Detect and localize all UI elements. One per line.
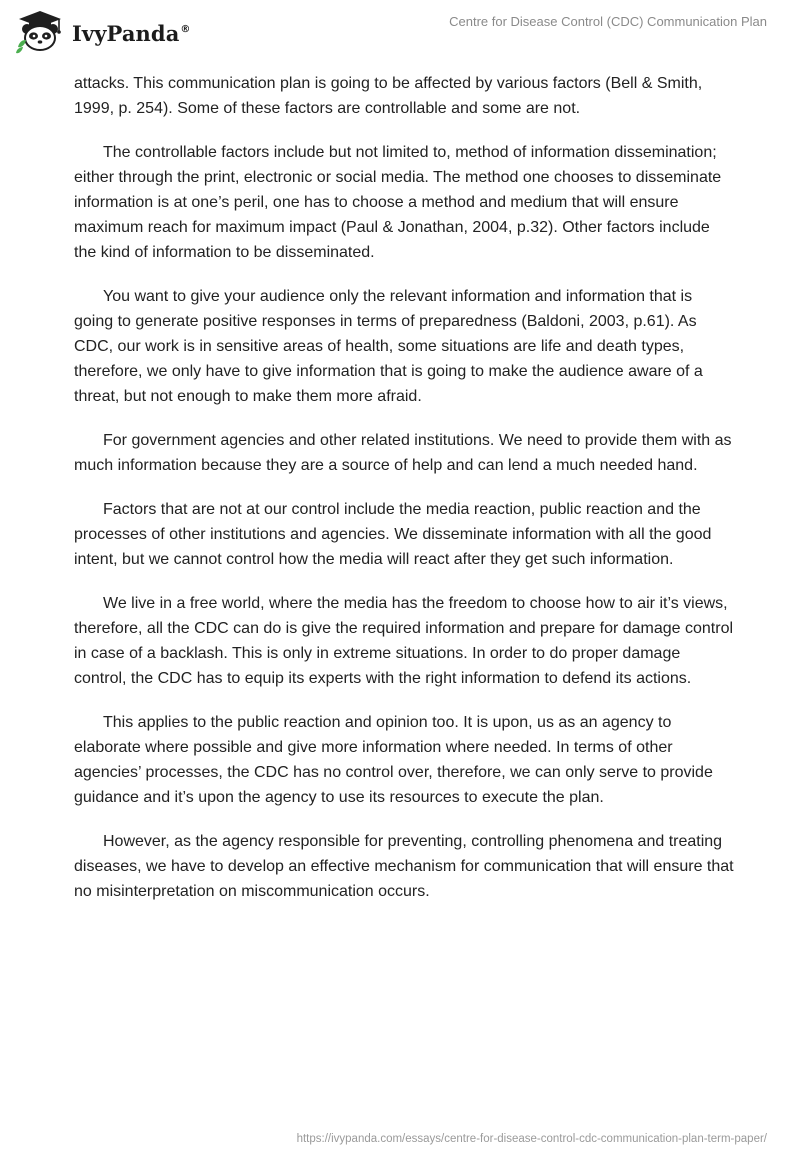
paragraph-5: Factors that are not at our control include the media reaction, public reaction and the processes of other institutions and agencies. We disseminate information with all the good intent, but we cannot control how the media will react after they get such information.: [74, 501, 712, 568]
paragraph-1: attacks. This communication plan is going to be affected by various factors (Bell & Smith, 1999, p. 254). Some of these factors are controllable and some are not.: [74, 75, 703, 117]
page-header: [0, 0, 800, 70]
brand-name: IvyPanda®: [72, 20, 191, 46]
paragraph-7: This applies to the public reaction and opinion too. It is upon, us as an agency to elaborate where possible and give more information where needed. In terms of other agencies’ processes, the CDC has no control over, therefore, we can only serve to provide guidance and it’s upon the agency to use its resources to execute the plan.: [74, 714, 713, 806]
paragraph-4: For government agencies and other related institutions. We need to provide them with as much information because they are a source of help and can lend a much needed hand.: [74, 432, 732, 474]
document-title: Centre for Disease Control (CDC) Communication Plan: [449, 14, 767, 29]
paragraph-8: However, as the agency responsible for preventing, controlling phenomena and treating diseases, we have to develop an effective mechanism for communication that will ensure that no misinterpretation on miscommunication occurs.: [74, 833, 734, 900]
panda-graduate-icon: [14, 9, 66, 55]
essay-body: [74, 71, 734, 923]
source-url[interactable]: https://ivypanda.com/essays/centre-for-disease-control-cdc-communication-plan-term-paper/: [296, 1133, 767, 1145]
paragraph-6: We live in a free world, where the media has the freedom to choose how to air it’s views, therefore, all the CDC can do is give the required information and prepare for damage control in case of a backlash. This is only in extreme situations. In order to do proper damage control, the CDC has to equip its experts with the right information to defend its actions.: [74, 595, 734, 687]
paragraph-3: You want to give your audience only the relevant information and information that is going to generate positive responses in terms of preparedness (Baldoni, 2003, p.61). As CDC, our work is in sensitive areas of health, some situations are life and death types, therefore, we only have to give information that is going to make the audience aware of a threat, but not enough to make them more afraid.: [74, 288, 703, 405]
paragraph-2: The controllable factors include but not limited to, method of information dissemination; either through the print, electronic or social media. The method one chooses to disseminate information is at one’s peril, one has to choose a method and medium that will ensure maximum reach for maximum impact (Paul & Jonathan, 2004, p.32). Other factors include the kind of information to be disseminated.: [74, 144, 722, 261]
ivypanda-logo[interactable]: [14, 9, 191, 55]
